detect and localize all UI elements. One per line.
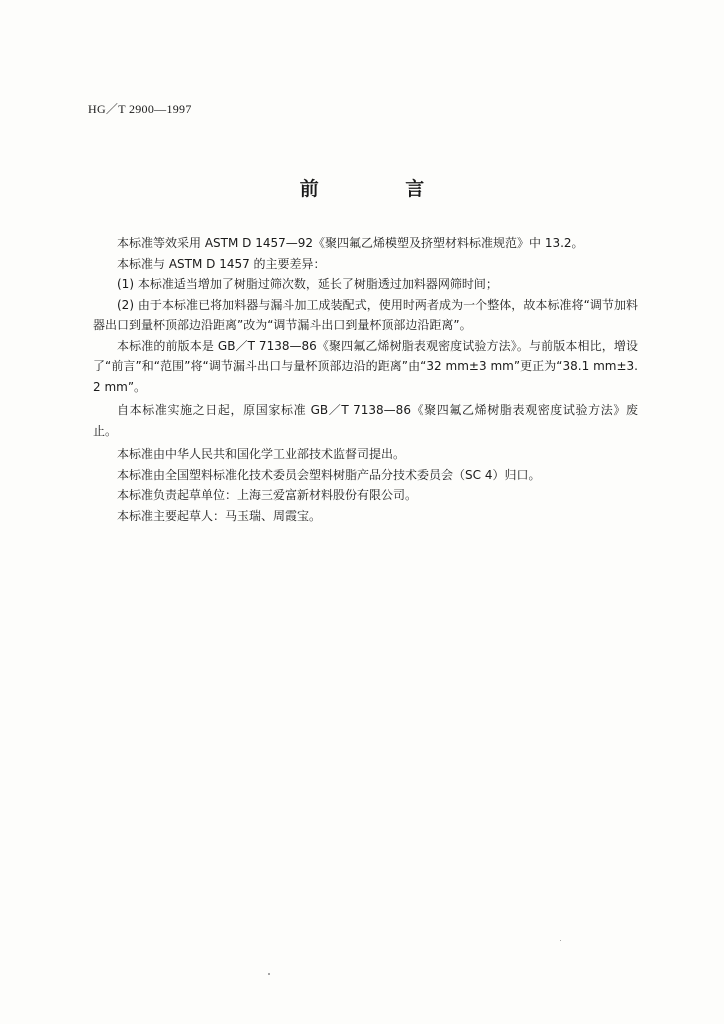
paragraph-adoption: 本标准等效采用 ASTM D 1457—92《聚四氟乙烯模塑及挤塑材料标准规范》中 13.2。	[117, 236, 584, 250]
paragraph-managed-by: 本标准由全国塑料标准化技术委员会塑料树脂产品分技术委员会（SC 4）归口。	[117, 467, 541, 482]
paragraph-proposed-by: 本标准由中华人民共和国化学工业部技术监督司提出。	[117, 447, 406, 461]
scan-speck	[560, 940, 561, 941]
paragraph-drafting-unit: 本标准负责起草单位：上海三爱富新材料股份有限公司。	[117, 488, 418, 502]
paragraph-difference-2: (2) 由于本标准已将加料器与漏斗加工成装配式，使用时两者成为一个整体，故本标准将“调节加料器出口到量杯顶部边沿距离”改为“调节漏斗出口到量杯顶部边沿距离”。	[93, 297, 638, 332]
paragraph-previous-version: 本标准的前版本是 GB／T 7138—86《聚四氟乙烯树脂表观密度试验方法》。与前版本相比，增设了“前言”和“范围”将“调节漏斗出口与量杯顶部边沿的距离”由“32 mm±3 mm”更正为“38.1 mm±3.2 mm”。	[93, 338, 638, 394]
paragraph-drafters: 本标准主要起草人：马玉瑞、周霞宝。	[117, 508, 322, 523]
scan-speck	[268, 973, 270, 975]
standard-code: HG／T 2900—1997	[88, 102, 192, 116]
page-title: 前 言	[299, 178, 465, 200]
paragraph-supersedes: 自本标准实施之日起，原国家标准 GB／T 7138—86《聚四氟乙烯树脂表观密度试验方法》废止。	[93, 403, 638, 438]
paragraph-difference-1: (1) 本标准适当增加了树脂过筛次数，延长了树脂透过加料器网筛时间；	[117, 277, 498, 291]
paragraph-differences-intro: 本标准与 ASTM D 1457 的主要差异：	[117, 256, 326, 271]
foreword-body	[93, 233, 638, 526]
